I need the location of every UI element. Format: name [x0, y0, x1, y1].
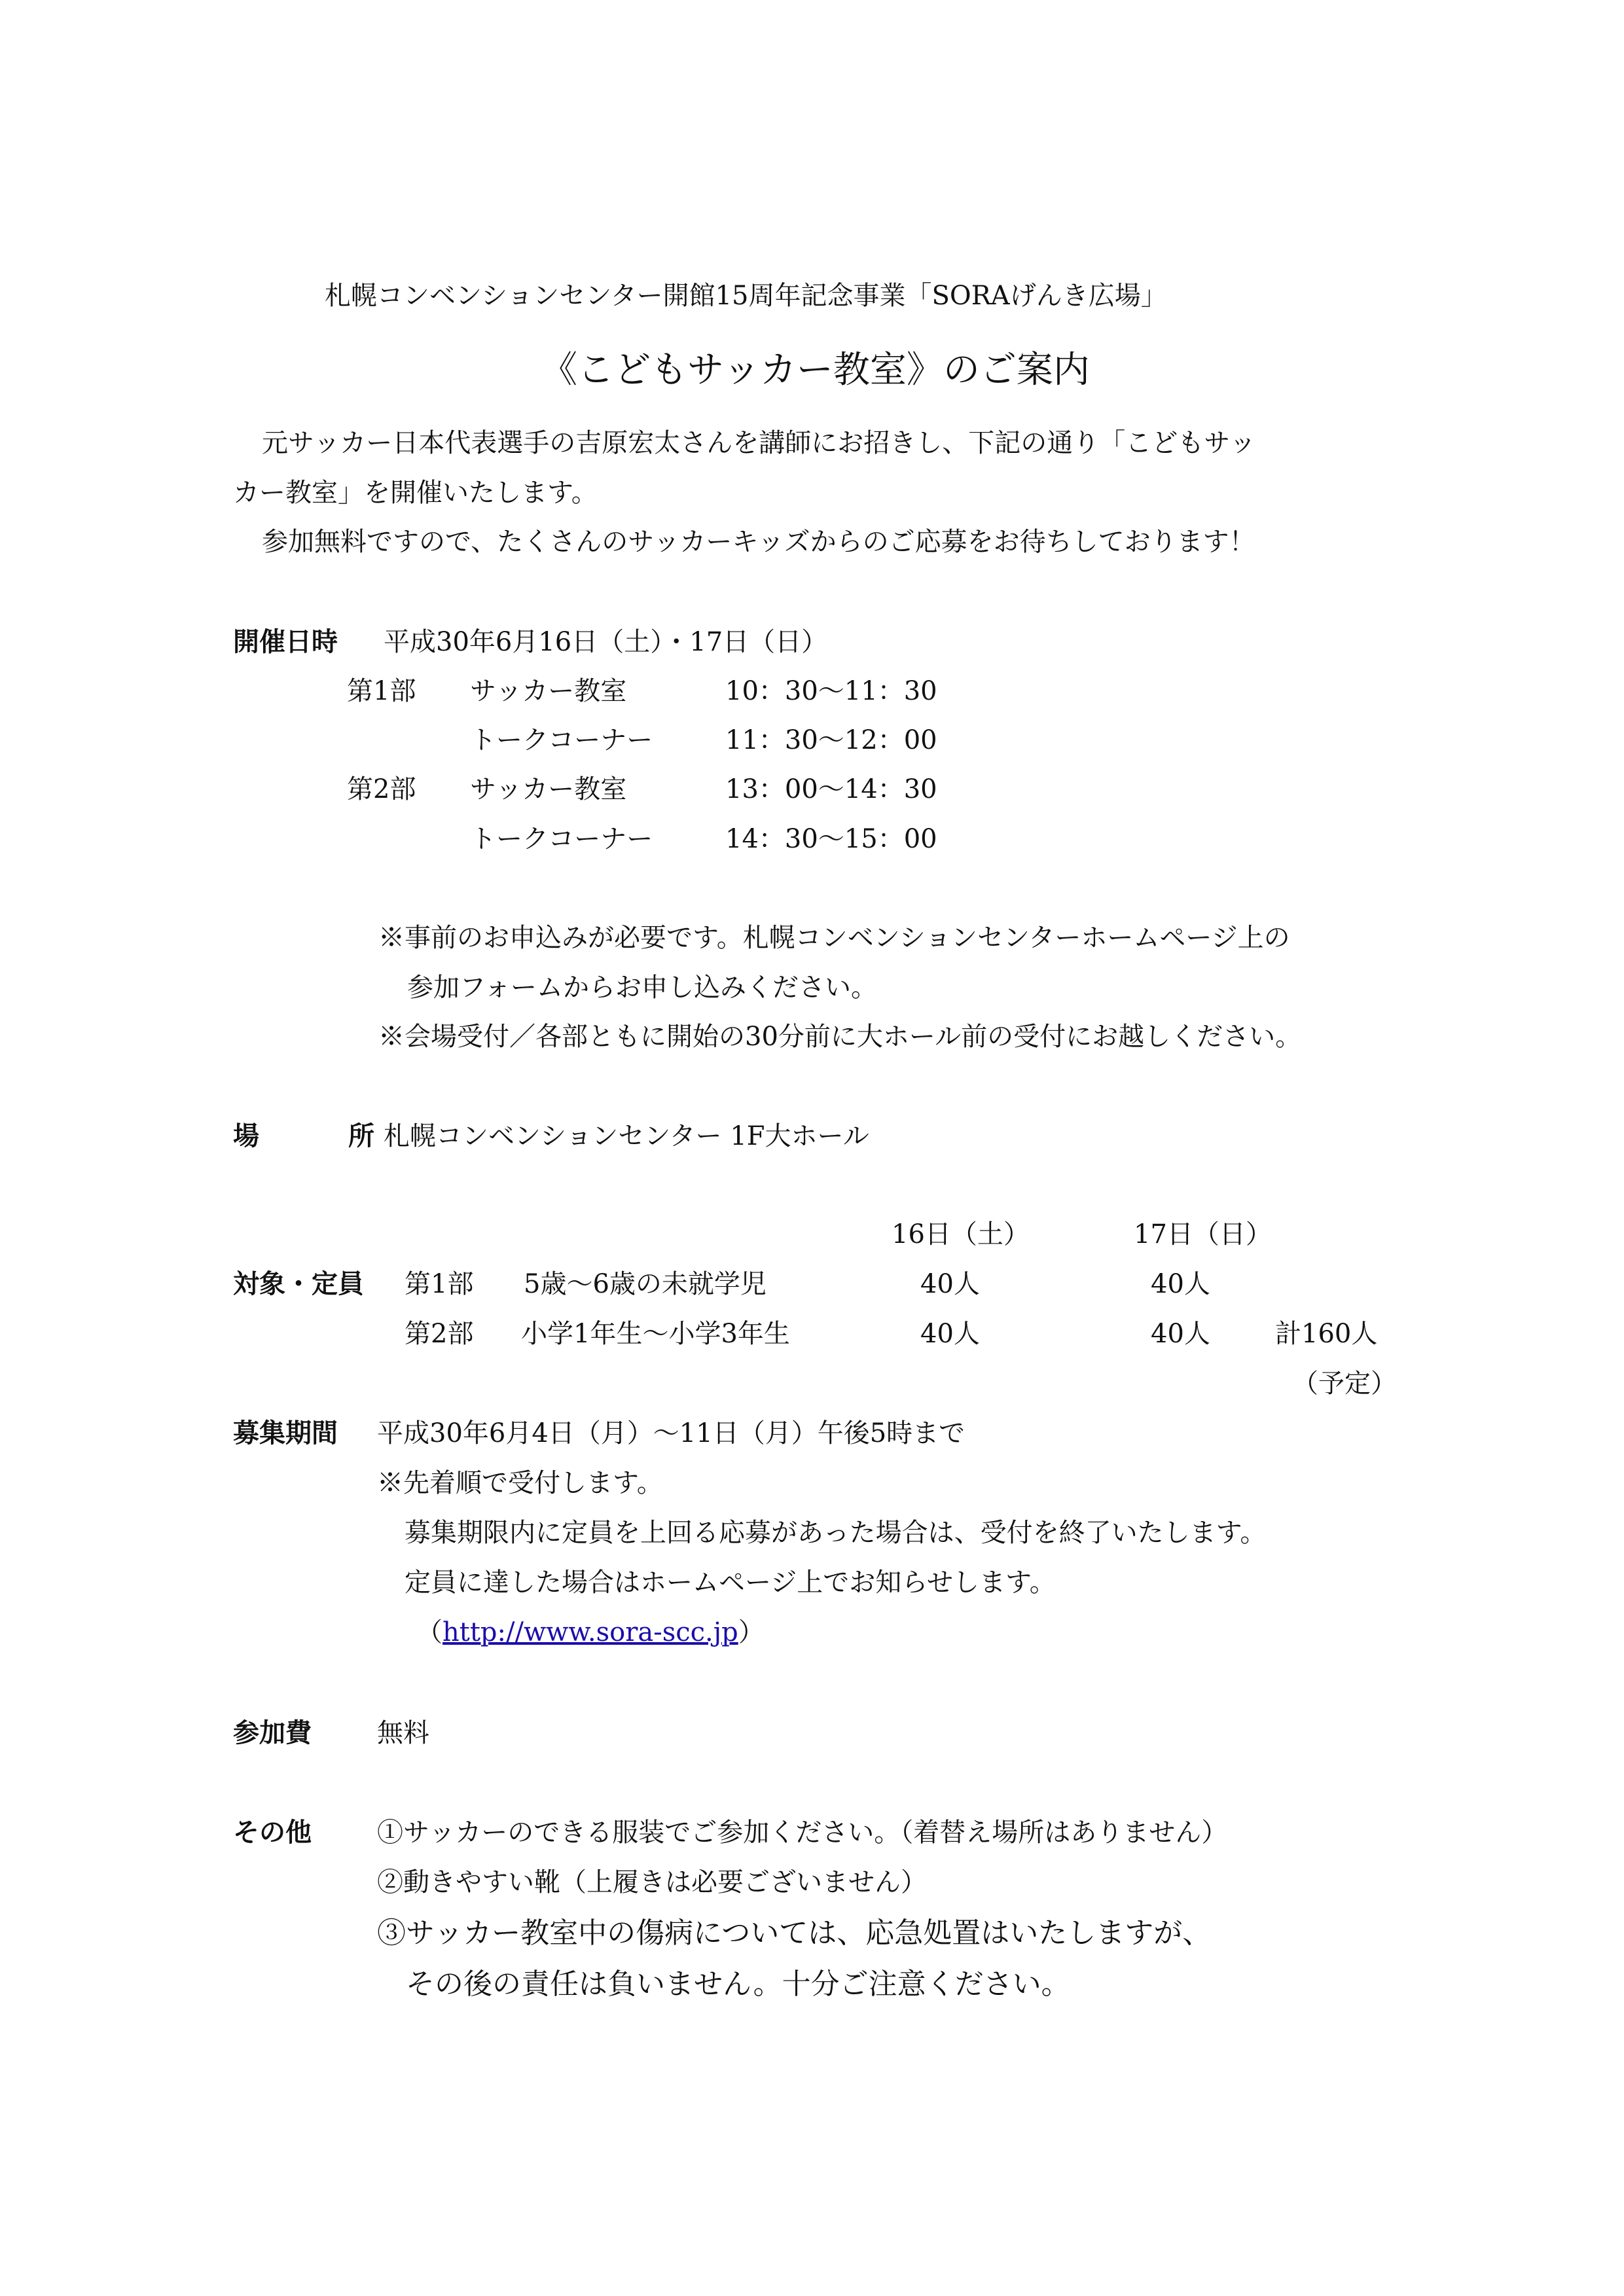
schedule-time: 13：00〜14：30 [725, 774, 937, 804]
schedule-note: ※事前のお申込みが必要です。札幌コンベンションセンターホームページ上の [378, 923, 1290, 953]
schedule-time: 10：30〜11：30 [725, 676, 937, 706]
capacity-total-note: （予定） [1292, 1369, 1397, 1399]
capacity-day1: 40人 [920, 1319, 980, 1349]
schedule-time: 11：30〜12：00 [725, 725, 937, 755]
page-title: 《こどもサッカー教室》のご案内 [541, 349, 1090, 391]
capacity-label: 対象・定員 [233, 1269, 364, 1299]
url-close-paren: ） [738, 1617, 765, 1647]
url-open-paren: （ [416, 1617, 442, 1647]
recruitment-period: 平成30年6月4日（月）〜11日（月）午後5時まで [377, 1418, 965, 1448]
capacity-column-day1: 16日（土） [892, 1219, 1030, 1249]
schedule-note: ※会場受付／各部ともに開始の30分前に大ホール前の受付にお越しください。 [378, 1022, 1302, 1052]
intro-line-1: 元サッカー日本代表選手の吉原宏太さんを講師にお招きし、下記の通り「こどもサッ [262, 428, 1256, 458]
recruitment-url-line [416, 1619, 765, 1645]
schedule-item: サッカー教室 [470, 774, 627, 804]
schedule-time: 14：30〜15：00 [725, 824, 937, 854]
other-item: ①サッカーのできる服装でご参加ください。（着替え場所はありません） [377, 1818, 1228, 1848]
capacity-part: 第1部 [405, 1269, 474, 1299]
fee-label: 参加費 [233, 1718, 312, 1748]
event-series-title: 札幌コンベンションセンター開館15周年記念事業「SORAげんき広場」 [325, 281, 1167, 311]
venue-value: 札幌コンベンションセンター 1F大ホール [384, 1121, 869, 1151]
capacity-target: 5歳〜6歳の未就学児 [524, 1269, 767, 1299]
recruitment-note: 募集期限内に定員を上回る応募があった場合は、受付を終了いたします。 [405, 1518, 1267, 1548]
schedule-item: トークコーナー [470, 725, 653, 755]
venue-label: 場 [233, 1121, 259, 1151]
website-link[interactable]: http://www.sora-scc.jp [442, 1617, 738, 1647]
capacity-part: 第2部 [405, 1319, 474, 1349]
capacity-total: 計160人 [1275, 1319, 1378, 1349]
schedule-item: トークコーナー [470, 824, 653, 854]
schedule-item: サッカー教室 [470, 676, 627, 706]
capacity-day1: 40人 [920, 1269, 980, 1299]
other-item-continued: その後の責任は負いません。十分ご注意ください。 [406, 1967, 1070, 2001]
other-label: その他 [233, 1818, 312, 1848]
schedule-part: 第1部 [347, 676, 416, 706]
intro-line-2: カー教室」を開催いたします。 [233, 478, 598, 508]
recruitment-note: 定員に達した場合はホームページ上でお知らせします。 [405, 1568, 1056, 1598]
schedule-label: 開催日時 [233, 627, 338, 657]
other-item: ②動きやすい靴（上履きは必要ございません） [377, 1867, 927, 1897]
capacity-day2: 40人 [1151, 1269, 1210, 1299]
venue-label: 所 [348, 1121, 374, 1151]
recruitment-note: ※先着順で受付します。 [377, 1468, 663, 1498]
intro-line-3: 参加無料ですので、たくさんのサッカーキッズからのご応募をお待ちしております！ [262, 527, 1255, 557]
other-item: ③サッカー教室中の傷病については、応急処置はいたしますが、 [377, 1916, 1212, 1950]
capacity-column-day2: 17日（日） [1134, 1219, 1272, 1249]
recruitment-label: 募集期間 [233, 1418, 338, 1448]
capacity-day2: 40人 [1151, 1319, 1210, 1349]
fee-value: 無料 [377, 1718, 429, 1748]
schedule-part: 第2部 [347, 774, 416, 804]
capacity-target: 小学1年生〜小学3年生 [521, 1319, 790, 1349]
schedule-note: 参加フォームからお申し込みください。 [407, 973, 877, 1003]
schedule-date: 平成30年6月16日（土）・17日（日） [384, 627, 828, 657]
